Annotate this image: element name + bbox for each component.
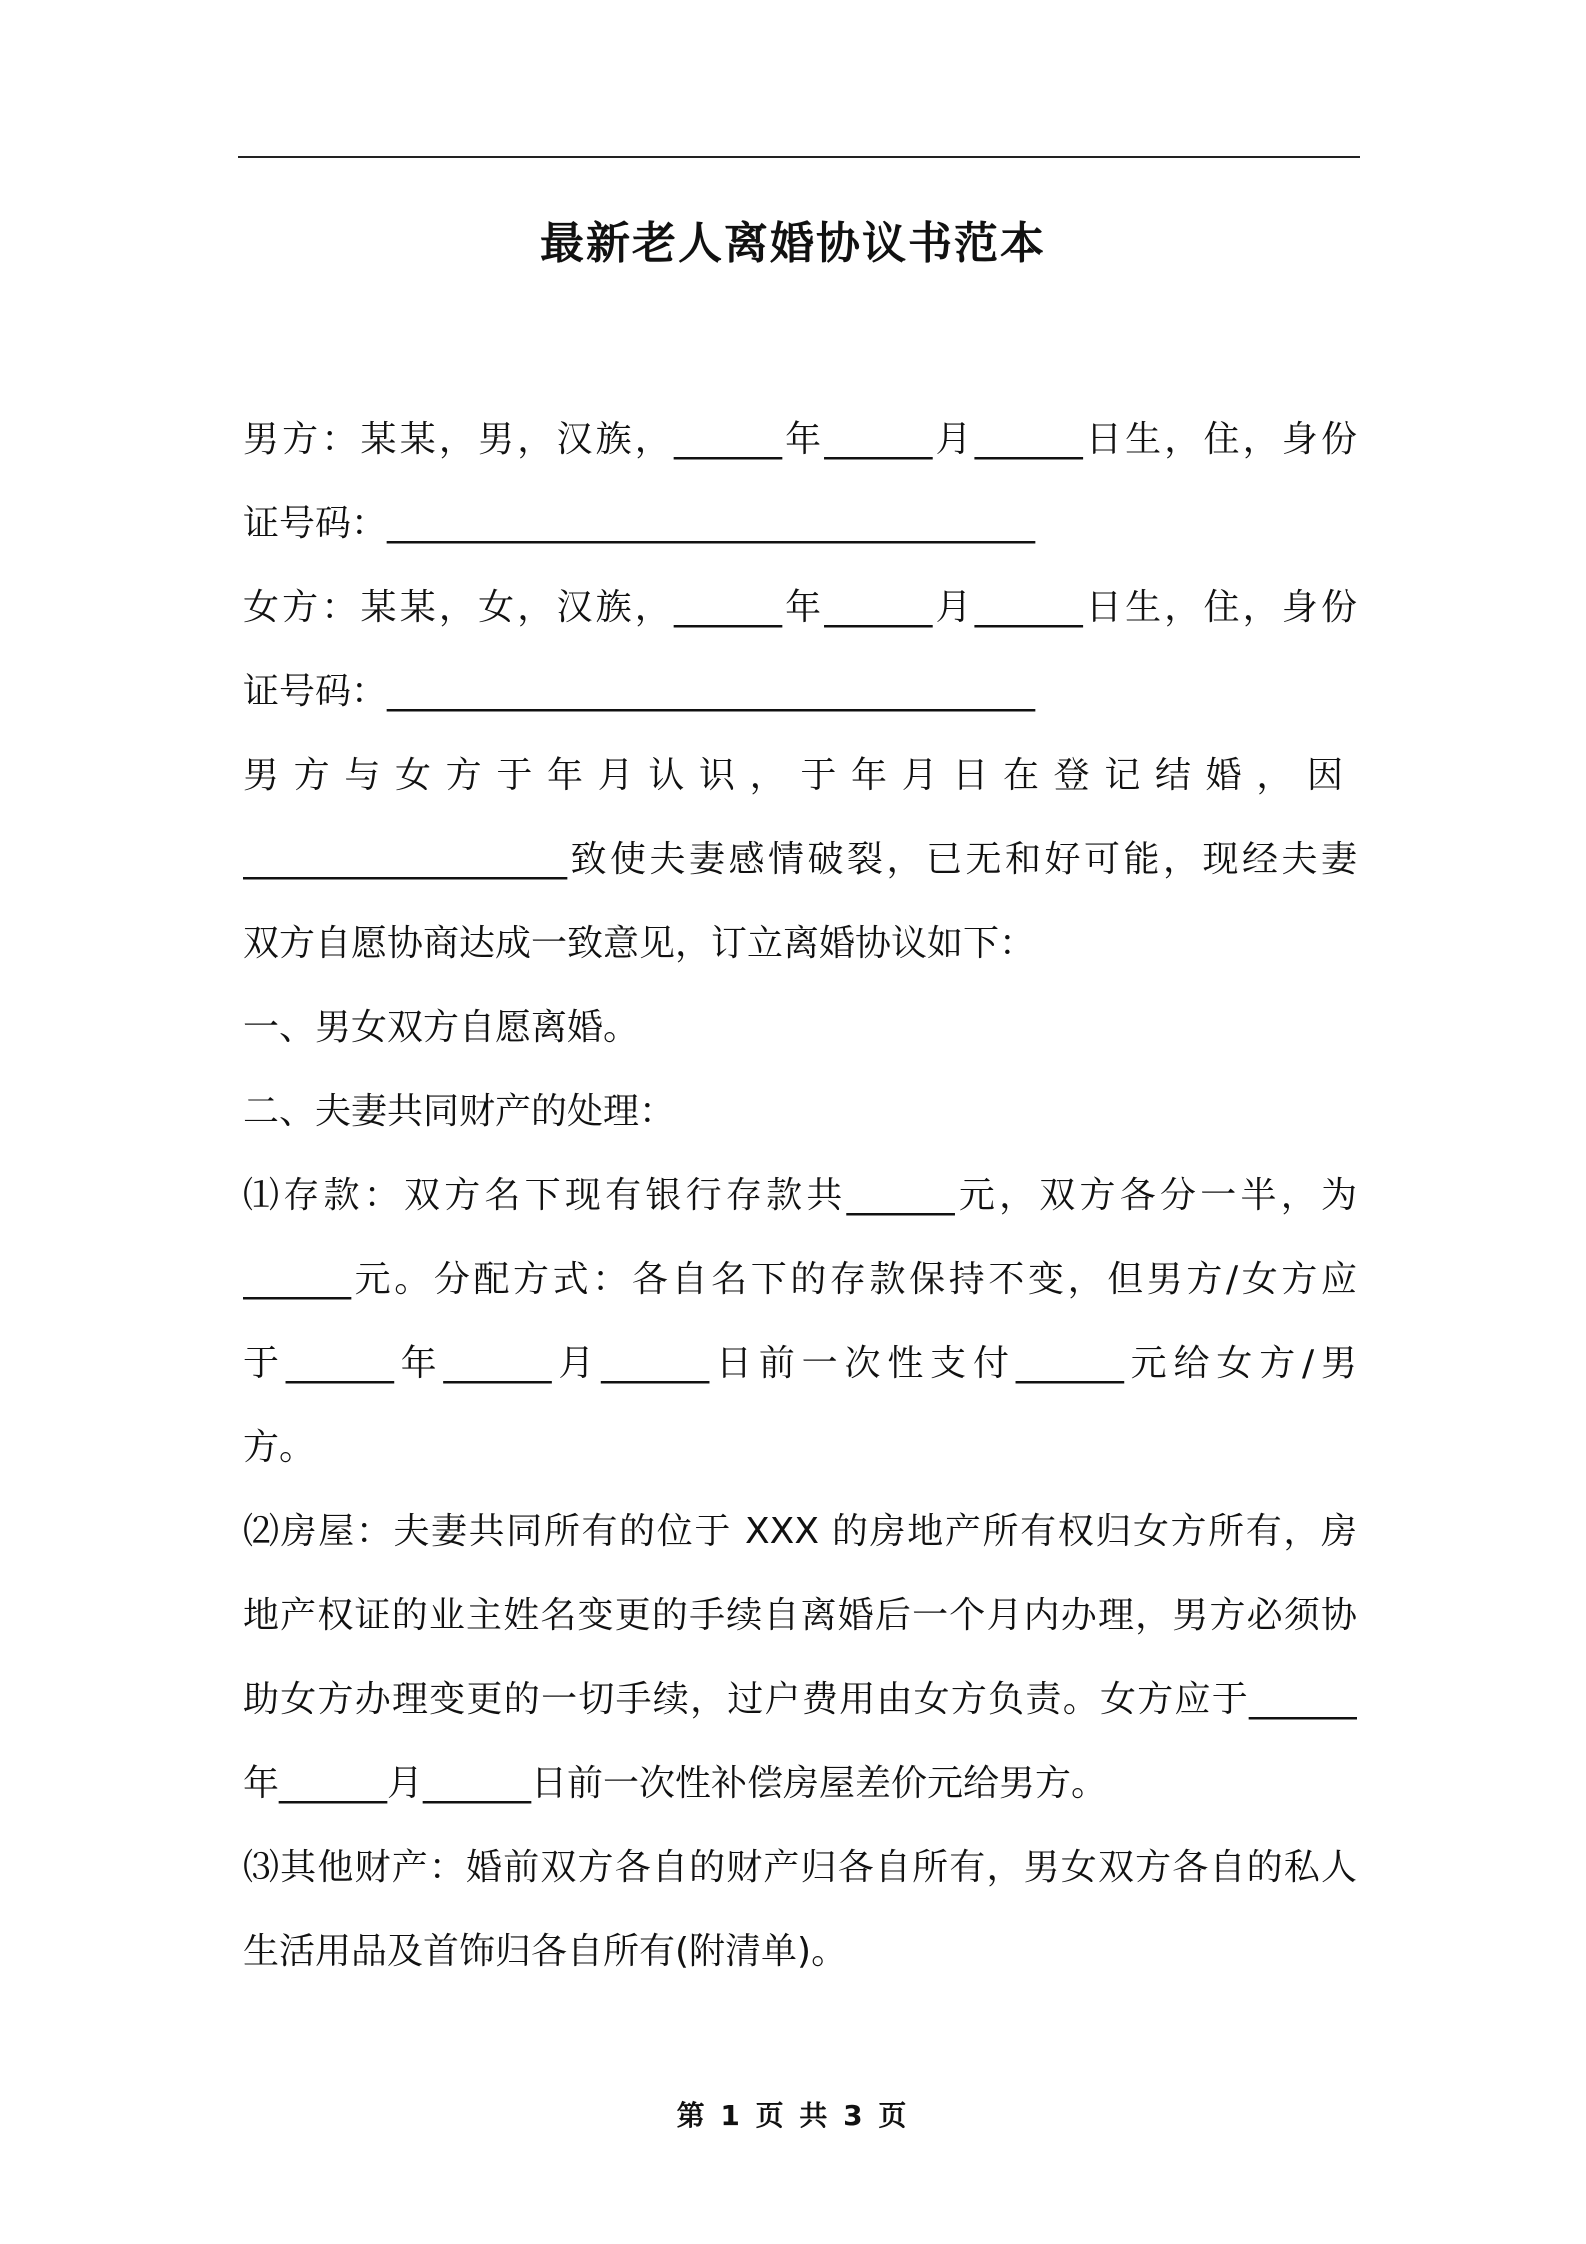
body-line: ⑵房屋：夫妻共同所有的位于 XXX 的房地产所有权归女方所有，房 [243, 1511, 1357, 1552]
body-line: 于______年______月______日前一次性支付______元给女方/男 [243, 1343, 1357, 1384]
body-line: 男方：某某，男，汉族，______年______月______日生，住，身份 [243, 419, 1357, 460]
body-line: 证号码：____________________________________ [243, 671, 1036, 712]
document-title: 最新老人离婚协议书范本 [540, 218, 1046, 269]
document-body [243, 402, 1357, 1998]
body-line: ______元。分配方式：各自名下的存款保持不变，但男方/女方应 [243, 1259, 1357, 1300]
body-line: 证号码：____________________________________ [243, 503, 1036, 544]
body-line: ⑶其他财产：婚前双方各自的财产归各自所有，男女双方各自的私人 [243, 1847, 1357, 1888]
section-heading: 二、夫妻共同财产的处理： [243, 1091, 676, 1132]
body-line: __________________致使夫妻感情破裂，已无和好可能，现经夫妻 [243, 839, 1357, 880]
body-line: 年______月______日前一次性补偿房屋差价元给男方。 [243, 1763, 1108, 1804]
body-line: 方。 [243, 1427, 316, 1468]
body-line: 双方自愿协商达成一致意见，订立离婚协议如下： [243, 923, 1036, 964]
section-heading: 一、男女双方自愿离婚。 [243, 1007, 640, 1048]
page-number: 第 1 页 共 3 页 [676, 2099, 910, 2132]
body-line: 助女方办理变更的一切手续，过户费用由女方负责。女方应于______ [243, 1679, 1357, 1720]
body-line: 地产权证的业主姓名变更的手续自离婚后一个月内办理，男方必须协 [243, 1595, 1357, 1636]
body-line: 女方：某某，女，汉族，______年______月______日生，住，身份 [243, 587, 1357, 628]
header-rule [238, 156, 1360, 158]
body-line: 生活用品及首饰归各自所有(附清单)。 [243, 1931, 848, 1972]
body-line: ⑴存款：双方名下现有银行存款共______元，双方各分一半，为 [243, 1175, 1357, 1216]
body-line: 男方与女方于年月认识，于年月日在登记结婚，因 [243, 755, 1357, 796]
